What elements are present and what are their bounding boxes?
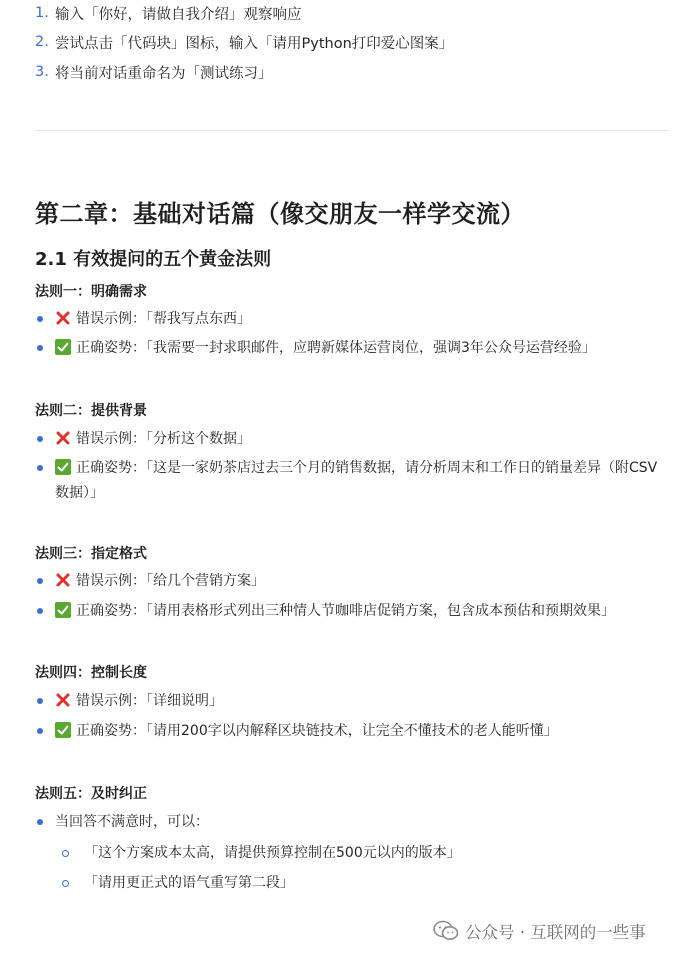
rule-title: 法则二：提供背景	[35, 403, 147, 419]
bullet-icon	[37, 698, 43, 704]
list-item-text: 输入「你好，请做自我介绍」观察响应	[55, 6, 302, 23]
right-example: 正确姿势：「请用200字以内解释区块链技术，让完全不懂技术的老人能听懂」	[76, 723, 558, 739]
wechat-icon	[433, 920, 459, 942]
wrong-example: 错误示例：「详细说明」	[76, 693, 223, 709]
bullet-content	[55, 426, 251, 452]
list-number: 2.	[35, 34, 49, 50]
rule-title: 法则一：明确需求	[35, 284, 147, 300]
bullet-content	[55, 718, 558, 744]
rule-title: 法则四：控制长度	[35, 665, 147, 681]
list-number: 1.	[35, 5, 49, 21]
check-mark-icon	[55, 339, 71, 355]
wrong-example: 错误示例：「分析这个数据」	[76, 431, 251, 447]
wrong-example: 错误示例：「帮我写点东西」	[76, 311, 251, 327]
bullet-icon	[37, 436, 43, 442]
sub-list-text: 「这个方案成本太高，请提供预算控制在500元以内的版本」	[84, 845, 461, 861]
bullet-icon	[37, 345, 43, 351]
cross-mark-icon	[55, 692, 71, 708]
rule-title: 法则五：及时纠正	[35, 786, 147, 802]
right-example: 正确姿势：「请用表格形式列出三种情人节咖啡店促销方案，包含成本预估和预期效果」	[76, 603, 615, 619]
list-number: 3.	[35, 64, 49, 80]
cross-mark-icon	[55, 310, 71, 326]
bullet-icon	[37, 316, 43, 322]
check-mark-icon	[55, 459, 71, 475]
cross-mark-icon	[55, 430, 71, 446]
circle-bullet-icon	[62, 880, 69, 887]
bullet-content	[55, 335, 596, 361]
bullet-icon	[37, 819, 43, 825]
bullet-icon	[37, 465, 43, 471]
cross-mark-icon	[55, 572, 71, 588]
list-item	[35, 58, 273, 86]
watermark	[433, 918, 646, 944]
bullet-content	[55, 306, 251, 332]
wrong-example: 错误示例：「给几个营销方案」	[76, 573, 265, 589]
list-item-text: 尝试点击「代码块」图标，输入「请用Python打印爱心图案」	[55, 35, 454, 52]
section-title: 2.1 有效提问的五个黄金法则	[35, 249, 272, 270]
rule-title: 法则三：指定格式	[35, 546, 147, 562]
list-item	[35, 0, 302, 27]
list-item-text: 将当前对话重命名为「测试练习」	[55, 65, 273, 82]
right-example: 正确姿势：「我需要一封求职邮件，应聘新媒体运营岗位，强调3年公众号运营经验」	[76, 340, 596, 356]
watermark-text: 公众号 · 互联网的一些事	[465, 923, 646, 942]
bullet-text: 当回答不满意时，可以：	[55, 814, 209, 830]
right-example-continued: 数据）」	[55, 485, 104, 501]
bullet-content	[55, 568, 265, 594]
bullet-content	[55, 598, 615, 624]
bullet-icon	[37, 578, 43, 584]
list-item	[35, 28, 453, 56]
right-example: 正确姿势：「这是一家奶茶店过去三个月的销售数据，请分析周末和工作日的销量差异（附CSV	[76, 460, 658, 476]
check-mark-icon	[55, 602, 71, 618]
divider	[35, 130, 669, 131]
circle-bullet-icon	[62, 850, 69, 857]
bullet-content	[55, 688, 223, 714]
check-mark-icon	[55, 722, 71, 738]
chapter-title: 第二章：基础对话篇（像交朋友一样学交流）	[35, 200, 525, 228]
bullet-content	[55, 455, 657, 481]
bullet-icon	[37, 608, 43, 614]
sub-list-text: 「请用更正式的语气重写第二段」	[84, 875, 294, 891]
bullet-icon	[37, 728, 43, 734]
